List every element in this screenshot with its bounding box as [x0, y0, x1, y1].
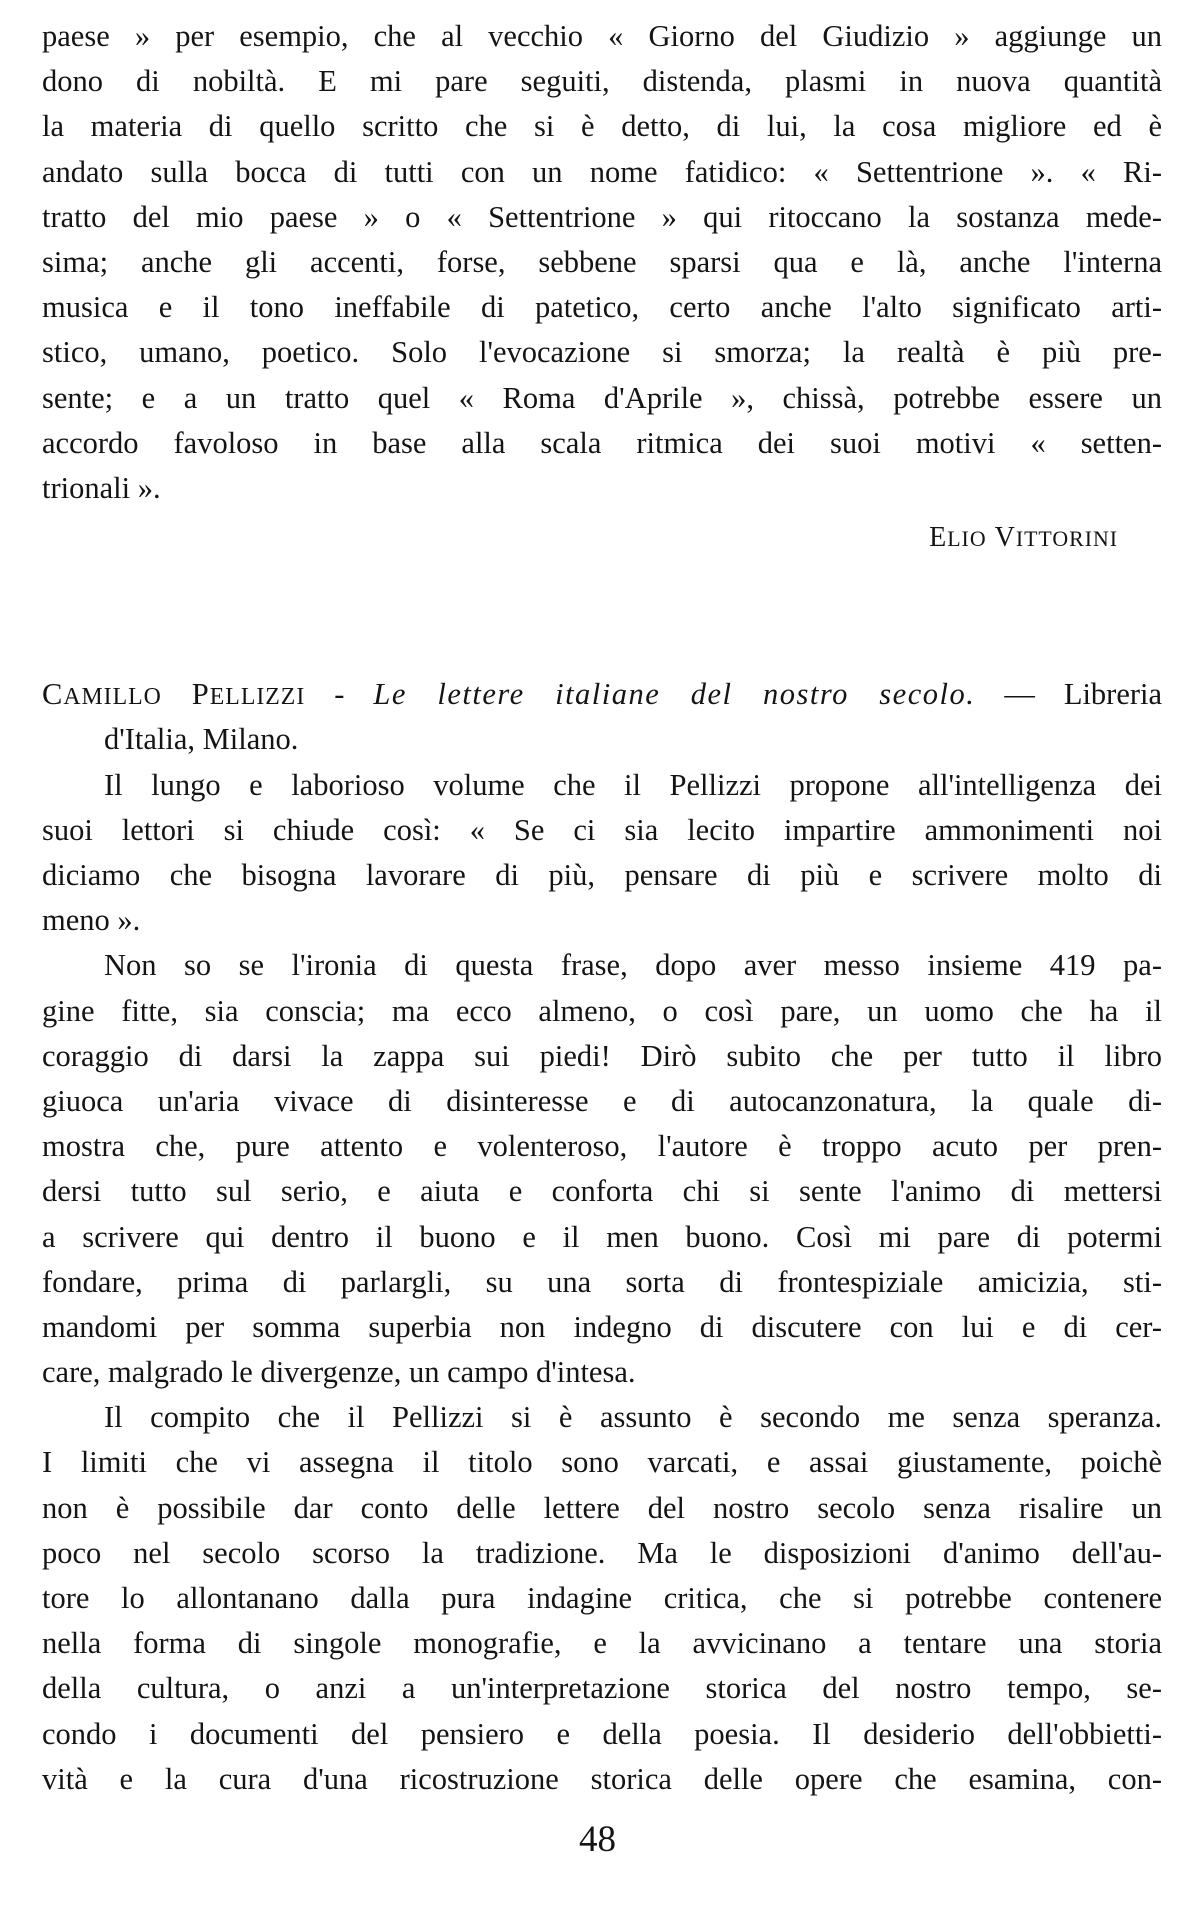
text-line: Non so se l'ironia di questa frase, dopo aver messo insieme 419 pa- — [104, 948, 1162, 983]
continuation-paragraph — [42, 14, 1162, 511]
heading-separator: - — [334, 677, 345, 712]
text-line: poco nel secolo scorso la tradizione. Ma le disposizioni d'animo dell'au- — [42, 1535, 1162, 1570]
page-number: 48 — [579, 1819, 616, 1860]
signature-last-rest: ITTORINI — [1015, 527, 1118, 552]
text-line: musica e il tono ineffabile di patetico, certo anche l'alto significato arti- — [42, 290, 1162, 325]
text-line: dono di nobiltà. E mi pare seguiti, distenda, plasmi in nuova quantità — [42, 64, 1162, 99]
text-line: non è possibile dar conto delle lettere del nostro secolo senza risalire un — [42, 1490, 1162, 1525]
author-last-initial: P — [191, 677, 210, 712]
text-line: trionali ». — [42, 470, 161, 505]
text-line: stico, umano, poetico. Solo l'evocazione si smorza; la realtà è più pre- — [42, 335, 1162, 370]
text-line: Il lungo e laborioso volume che il Pellizzi propone all'intelligenza dei — [104, 767, 1162, 802]
text-line: diciamo che bisogna lavorare di più, pensare di più e scrivere molto di — [42, 858, 1162, 892]
paragraph-1 — [42, 763, 1162, 944]
paragraph-2 — [42, 943, 1162, 1395]
text-line: mandomi per somma superbia non indegno di discutere con lui e di cer- — [42, 1309, 1162, 1344]
text-line: meno ». — [42, 903, 141, 938]
text-line: Il compito che il Pellizzi si è assunto è secondo me senza speranza. — [104, 1400, 1162, 1435]
author-first-initial: C — [42, 677, 64, 712]
text-line: sima; anche gli accenti, forse, sebbene sparsi qua e là, anche l'interna — [42, 244, 1162, 279]
signature-last-initial: V — [994, 522, 1016, 554]
signature-first-initial: E — [929, 522, 948, 554]
review-author — [42, 677, 305, 711]
text-line: I limiti che vi assegna il titolo sono varcati, e assai giustamente, poichè — [42, 1445, 1162, 1480]
text-line: vità e la cura d'una ricostruzione storica delle opere che esamina, con- — [42, 1761, 1162, 1796]
text-line: nella forma di singole monografie, e la avvicinano a tentare una storia — [42, 1626, 1162, 1661]
text-line: accordo favoloso in base alla scala ritmica dei suoi motivi « setten- — [42, 425, 1162, 460]
signature — [42, 515, 1162, 560]
text-line: tore lo allontanano dalla pura indagine critica, che si potrebbe contenere — [42, 1581, 1162, 1615]
text-line: dersi tutto sul serio, e aiuta e conforta chi si sente l'animo di mettersi — [42, 1174, 1162, 1209]
publisher-line: d'Italia, Milano. — [104, 722, 299, 757]
text-line: coraggio di darsi la zappa sui piedi! Dirò subito che per tutto il libro — [42, 1038, 1162, 1073]
text-line: a scrivere qui dentro il buono e il men buono. Così mi pare di potermi — [42, 1219, 1162, 1254]
text-line: tratto del mio paese » o « Settentrione » qui ritoccano la sostanza mede- — [42, 199, 1162, 234]
text-line: andato sulla bocca di tutti con un nome fatidico: « Settentrione ». « Ri- — [42, 154, 1162, 189]
author-first-rest: AMILLO — [63, 684, 162, 711]
text-line: paese » per esempio, che al vecchio « Giorno del Giudizio » aggiunge un — [42, 19, 1162, 53]
section-gap — [42, 560, 1162, 672]
review-heading-line — [42, 672, 1162, 717]
text-line: fondare, prima di parlargli, su una sorta di frontespiziale amicizia, sti- — [42, 1264, 1162, 1299]
text-line: giuoca un'aria vivace di disinteresse e di autocanzonatura, la quale di- — [42, 1083, 1162, 1118]
text-line: mostra che, pure attento e volenteroso, l'autore è troppo acuto per pren- — [42, 1129, 1162, 1164]
text-line: care, malgrado le divergenze, un campo d'intesa. — [42, 1355, 636, 1390]
text-line: della cultura, o anzi a un'interpretazione storica del nostro tempo, se- — [42, 1671, 1162, 1706]
text-line: gine fitte, sia conscia; ma ecco almeno, o così pare, un uomo che ha il — [42, 993, 1162, 1028]
author-last-rest: ELLIZZI — [209, 684, 306, 711]
text-line: condo i documenti del pensiero e della poesia. Il desiderio dell'obbietti- — [42, 1716, 1162, 1751]
review-heading — [42, 672, 1162, 762]
publisher-first: Libreria — [1063, 677, 1163, 712]
text-line: suoi lettori si chiude così: « Se ci sia lecito impartire ammonimenti noi — [42, 812, 1162, 847]
paragraph-3 — [42, 1395, 1162, 1802]
signature-first-rest: LIO — [947, 527, 987, 552]
page-body — [42, 14, 1162, 1802]
text-line: sente; e a un tratto quel « Roma d'Aprile », chissà, potrebbe essere un — [42, 380, 1162, 415]
text-line: la materia di quello scritto che si è detto, di lui, la cosa migliore ed è — [42, 109, 1162, 144]
heading-dash: — — [1004, 677, 1035, 712]
book-title: Le lettere italiane del nostro secolo. — [373, 677, 976, 712]
